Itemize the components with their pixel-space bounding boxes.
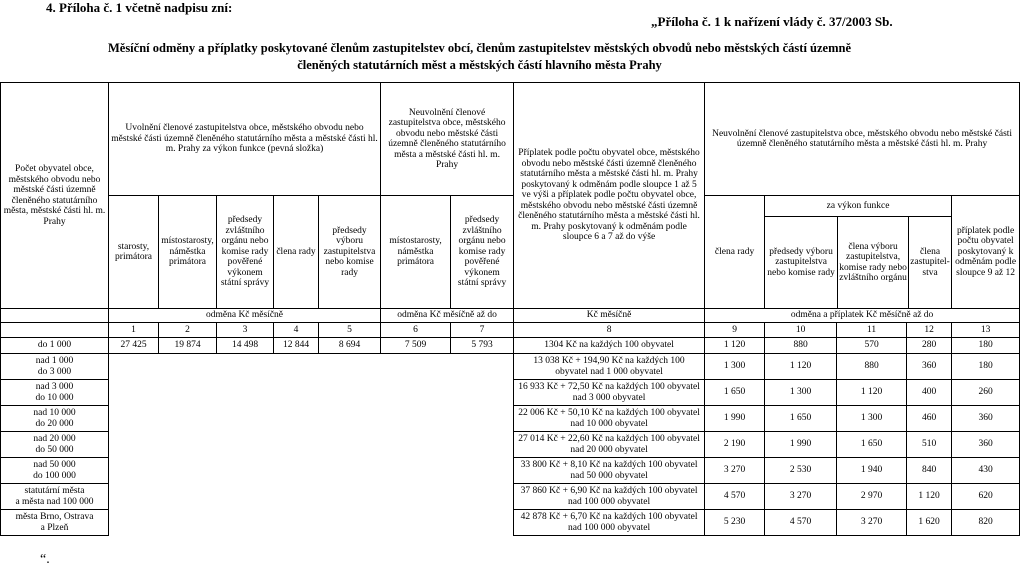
range-from: nad 20 000 [33, 434, 76, 444]
value-cell: 27 425 [109, 338, 159, 354]
unit-bonus: odměna a příplatek Kč měsíčně až do [705, 309, 1020, 323]
table-row [1, 338, 1020, 354]
column-number: 10 [765, 323, 837, 338]
value-cell: 570 [837, 338, 907, 354]
range-to: do 3 000 [37, 366, 72, 377]
value-cell: 3 270 [837, 510, 907, 536]
range-from: města Brno, Ostrava [15, 512, 94, 522]
column-number: 3 [217, 323, 274, 338]
col11-header: člena výboru zastupitelstva, komise rady nebo zvláštního orgánu [837, 217, 908, 308]
unit-monthly: odměna Kč měsíčně [109, 309, 381, 323]
value-cell: 12 844 [274, 338, 319, 354]
value-cell: 360 [907, 354, 952, 380]
value-cell: 880 [765, 338, 837, 354]
range-to: a města nad 100 000 [15, 496, 94, 507]
col6-header: místostarosty, náměstka primátora [381, 196, 451, 309]
range-to: do 50 000 [35, 444, 74, 455]
population-range [1, 354, 109, 380]
value-cell: 1 650 [837, 432, 907, 458]
amendment-heading: 4. Příloha č. 1 včetně nadpisu zní: [46, 0, 233, 15]
col9-header: člena rady [705, 196, 765, 309]
value-cell: 19 874 [159, 338, 217, 354]
value-cell: 430 [952, 458, 1020, 484]
closing-quote-mark: “. [40, 552, 50, 567]
value-cell: 5 793 [451, 338, 514, 354]
population-range [1, 510, 109, 536]
value-cell: 1 300 [837, 406, 907, 432]
population-range [1, 380, 109, 406]
range-from: nad 50 000 [33, 460, 76, 470]
value-cell: 510 [907, 432, 952, 458]
bonus-cell: 13 038 Kč + 194,90 Kč na každých 100 obyvatel nad 1 000 obyvatel [514, 354, 705, 380]
value-cell: 1 940 [837, 458, 907, 484]
range-to: a Plzeň [40, 522, 69, 533]
col4-header: člena rady [274, 196, 319, 309]
column-number: 2 [159, 323, 217, 338]
column-number: 5 [319, 323, 381, 338]
title-line-2: členěných statutárních měst a městských částí hlavního města Prahy [297, 58, 662, 72]
value-cell: 7 509 [381, 338, 451, 354]
value-cell: 1 300 [705, 354, 765, 380]
column-number: 12 [907, 323, 952, 338]
column-number: 6 [381, 323, 451, 338]
value-cell: 880 [837, 354, 907, 380]
column-number-blank [1, 323, 109, 338]
population-range: do 1 000 [1, 338, 109, 354]
column-number: 7 [451, 323, 514, 338]
remuneration-table [0, 82, 1020, 536]
col1-header: starosty, primátora [109, 196, 159, 309]
value-cell: 1 620 [907, 510, 952, 536]
value-cell: 280 [907, 338, 952, 354]
value-cell: 1 120 [837, 380, 907, 406]
col2-header: místostarosty, náměstka primátora [159, 196, 217, 309]
value-cell: 1 990 [765, 432, 837, 458]
value-cell: 1 650 [765, 406, 837, 432]
value-cell: 180 [952, 338, 1020, 354]
value-cell: 820 [952, 510, 1020, 536]
value-cell: 260 [952, 380, 1020, 406]
range-from: nad 1 000 [35, 356, 74, 366]
table-row [1, 354, 1020, 380]
bonus-cell: 37 860 Kč + 6,90 Kč na každých 100 obyvatel nad 100 000 obyvatel [514, 484, 705, 510]
column-number: 13 [952, 323, 1020, 338]
bonus-cell: 42 878 Kč + 6,70 Kč na každých 100 obyvatel nad 100 000 obyvatel [514, 510, 705, 536]
value-cell: 14 498 [217, 338, 274, 354]
value-cell: 620 [952, 484, 1020, 510]
range-to: do 100 000 [33, 470, 76, 481]
released-members-header: Uvolnění členové zastupitelstva obce, městského obvodu nebo městské části územně členěného statutárního města a městské části hl. m. Prahy za výkon funkce (pevná složka) [109, 83, 381, 196]
bonus-cell: 22 006 Kč + 50,10 Kč na každých 100 obyvatel nad 10 000 obyvatel [514, 406, 705, 432]
population-bonus-header: Příplatek podle počtu obyvatel obce, městského obvodu nebo městské části územně členěného statutárního města a městské části hl. m. Prahy poskytovaný k odměnám podle sloupce 1 až 5 ve výši a příplatek podle počtu obyvatel obce, městského obvodu nebo městské části územně členěného statutárního města a městské části hl. m. Prahy poskytovaný k odměnám podle sloupce 6 a 7 až do výše [514, 83, 705, 309]
document-title [0, 40, 959, 74]
value-cell: 4 570 [705, 484, 765, 510]
population-range [1, 432, 109, 458]
value-cell: 360 [952, 432, 1020, 458]
value-cell: 400 [907, 380, 952, 406]
column-number: 4 [274, 323, 319, 338]
value-cell: 180 [952, 354, 1020, 380]
value-cell: 1 120 [765, 354, 837, 380]
bonus-cell: 27 014 Kč + 22,60 Kč na každých 100 obyvatel nad 20 000 obyvatel [514, 432, 705, 458]
value-cell: 360 [952, 406, 1020, 432]
value-cell: 3 270 [765, 484, 837, 510]
annex-reference: „Příloha č. 1 k nařízení vlády č. 37/2003 Sb. [651, 14, 893, 29]
value-cell: 8 694 [319, 338, 381, 354]
value-cell: 1 650 [705, 380, 765, 406]
value-cell: 1 120 [907, 484, 952, 510]
col13-header: příplatek podle počtu obyvatel poskytovaný k odměnám podle sloupce 9 až 12 [952, 196, 1020, 309]
bonus-cell: 1304 Kč na každých 100 obyvatel [514, 338, 705, 354]
function-group-header [765, 196, 952, 309]
range-from: nad 3 000 [35, 382, 74, 392]
empty-area [109, 354, 514, 536]
population-range [1, 484, 109, 510]
column-number: 9 [705, 323, 765, 338]
value-cell: 5 230 [705, 510, 765, 536]
unit-kc: Kč měsíčně [514, 309, 705, 323]
bonus-cell: 33 800 Kč + 8,10 Kč na každých 100 obyvatel nad 50 000 obyvatel [514, 458, 705, 484]
value-cell: 3 270 [705, 458, 765, 484]
population-range [1, 458, 109, 484]
bonus-cell: 16 933 Kč + 72,50 Kč na každých 100 obyvatel nad 3 000 obyvatel [514, 380, 705, 406]
col5-header: předsedy výboru zastupitelstva nebo komise rady [319, 196, 381, 309]
range-from: nad 10 000 [33, 408, 76, 418]
value-cell: 840 [907, 458, 952, 484]
col12-header: člena zastupitel-stva [908, 217, 951, 308]
column-numbers-row [1, 323, 1020, 338]
col7-header: předsedy zvláštního orgánu nebo komise rady pověřené výkonem státní správy [451, 196, 514, 309]
value-cell: 1 990 [705, 406, 765, 432]
population-header: Počet obyvatel obce, městského obvodu nebo městské části územně členěného statutárního města, městské části hl. m. Prahy [1, 83, 109, 309]
value-cell: 4 570 [765, 510, 837, 536]
value-cell: 1 120 [705, 338, 765, 354]
range-to: do 10 000 [35, 392, 74, 403]
column-number: 11 [837, 323, 907, 338]
value-cell: 2 190 [705, 432, 765, 458]
population-range [1, 406, 109, 432]
value-cell: 2 530 [765, 458, 837, 484]
column-number: 8 [514, 323, 705, 338]
range-to: do 20 000 [35, 418, 74, 429]
range-from: statutární města [24, 486, 85, 496]
title-line-1: Měsíční odměny a příplatky poskytované členům zastupitelstev obcí, členům zastupitelstev městských obvodů nebo městských částí územně [107, 41, 852, 55]
col10-header: předsedy výboru zastupitelstva nebo komise rady [767, 246, 835, 278]
function-subheader: za výkon funkce [765, 196, 951, 217]
value-cell: 2 970 [837, 484, 907, 510]
unit-blank [1, 309, 109, 323]
column-number: 1 [109, 323, 159, 338]
unreleased-members-header: Neuvolnění členové zastupitelstva obce, městského obvodu nebo městské části územně členěného statutárního města a městské části hl. m. Prahy [381, 83, 514, 196]
unit-upto: odměna Kč měsíčně až do [381, 309, 514, 323]
col3-header: předsedy zvláštního orgánu nebo komise rady pověřené výkonem státní správy [217, 196, 274, 309]
value-cell: 460 [907, 406, 952, 432]
unreleased-members-right-header: Neuvolnění členové zastupitelstva obce, městského obvodu nebo městské části územně členěného statutárního města a městské části hl. m. Prahy [705, 83, 1020, 196]
value-cell: 1 300 [765, 380, 837, 406]
